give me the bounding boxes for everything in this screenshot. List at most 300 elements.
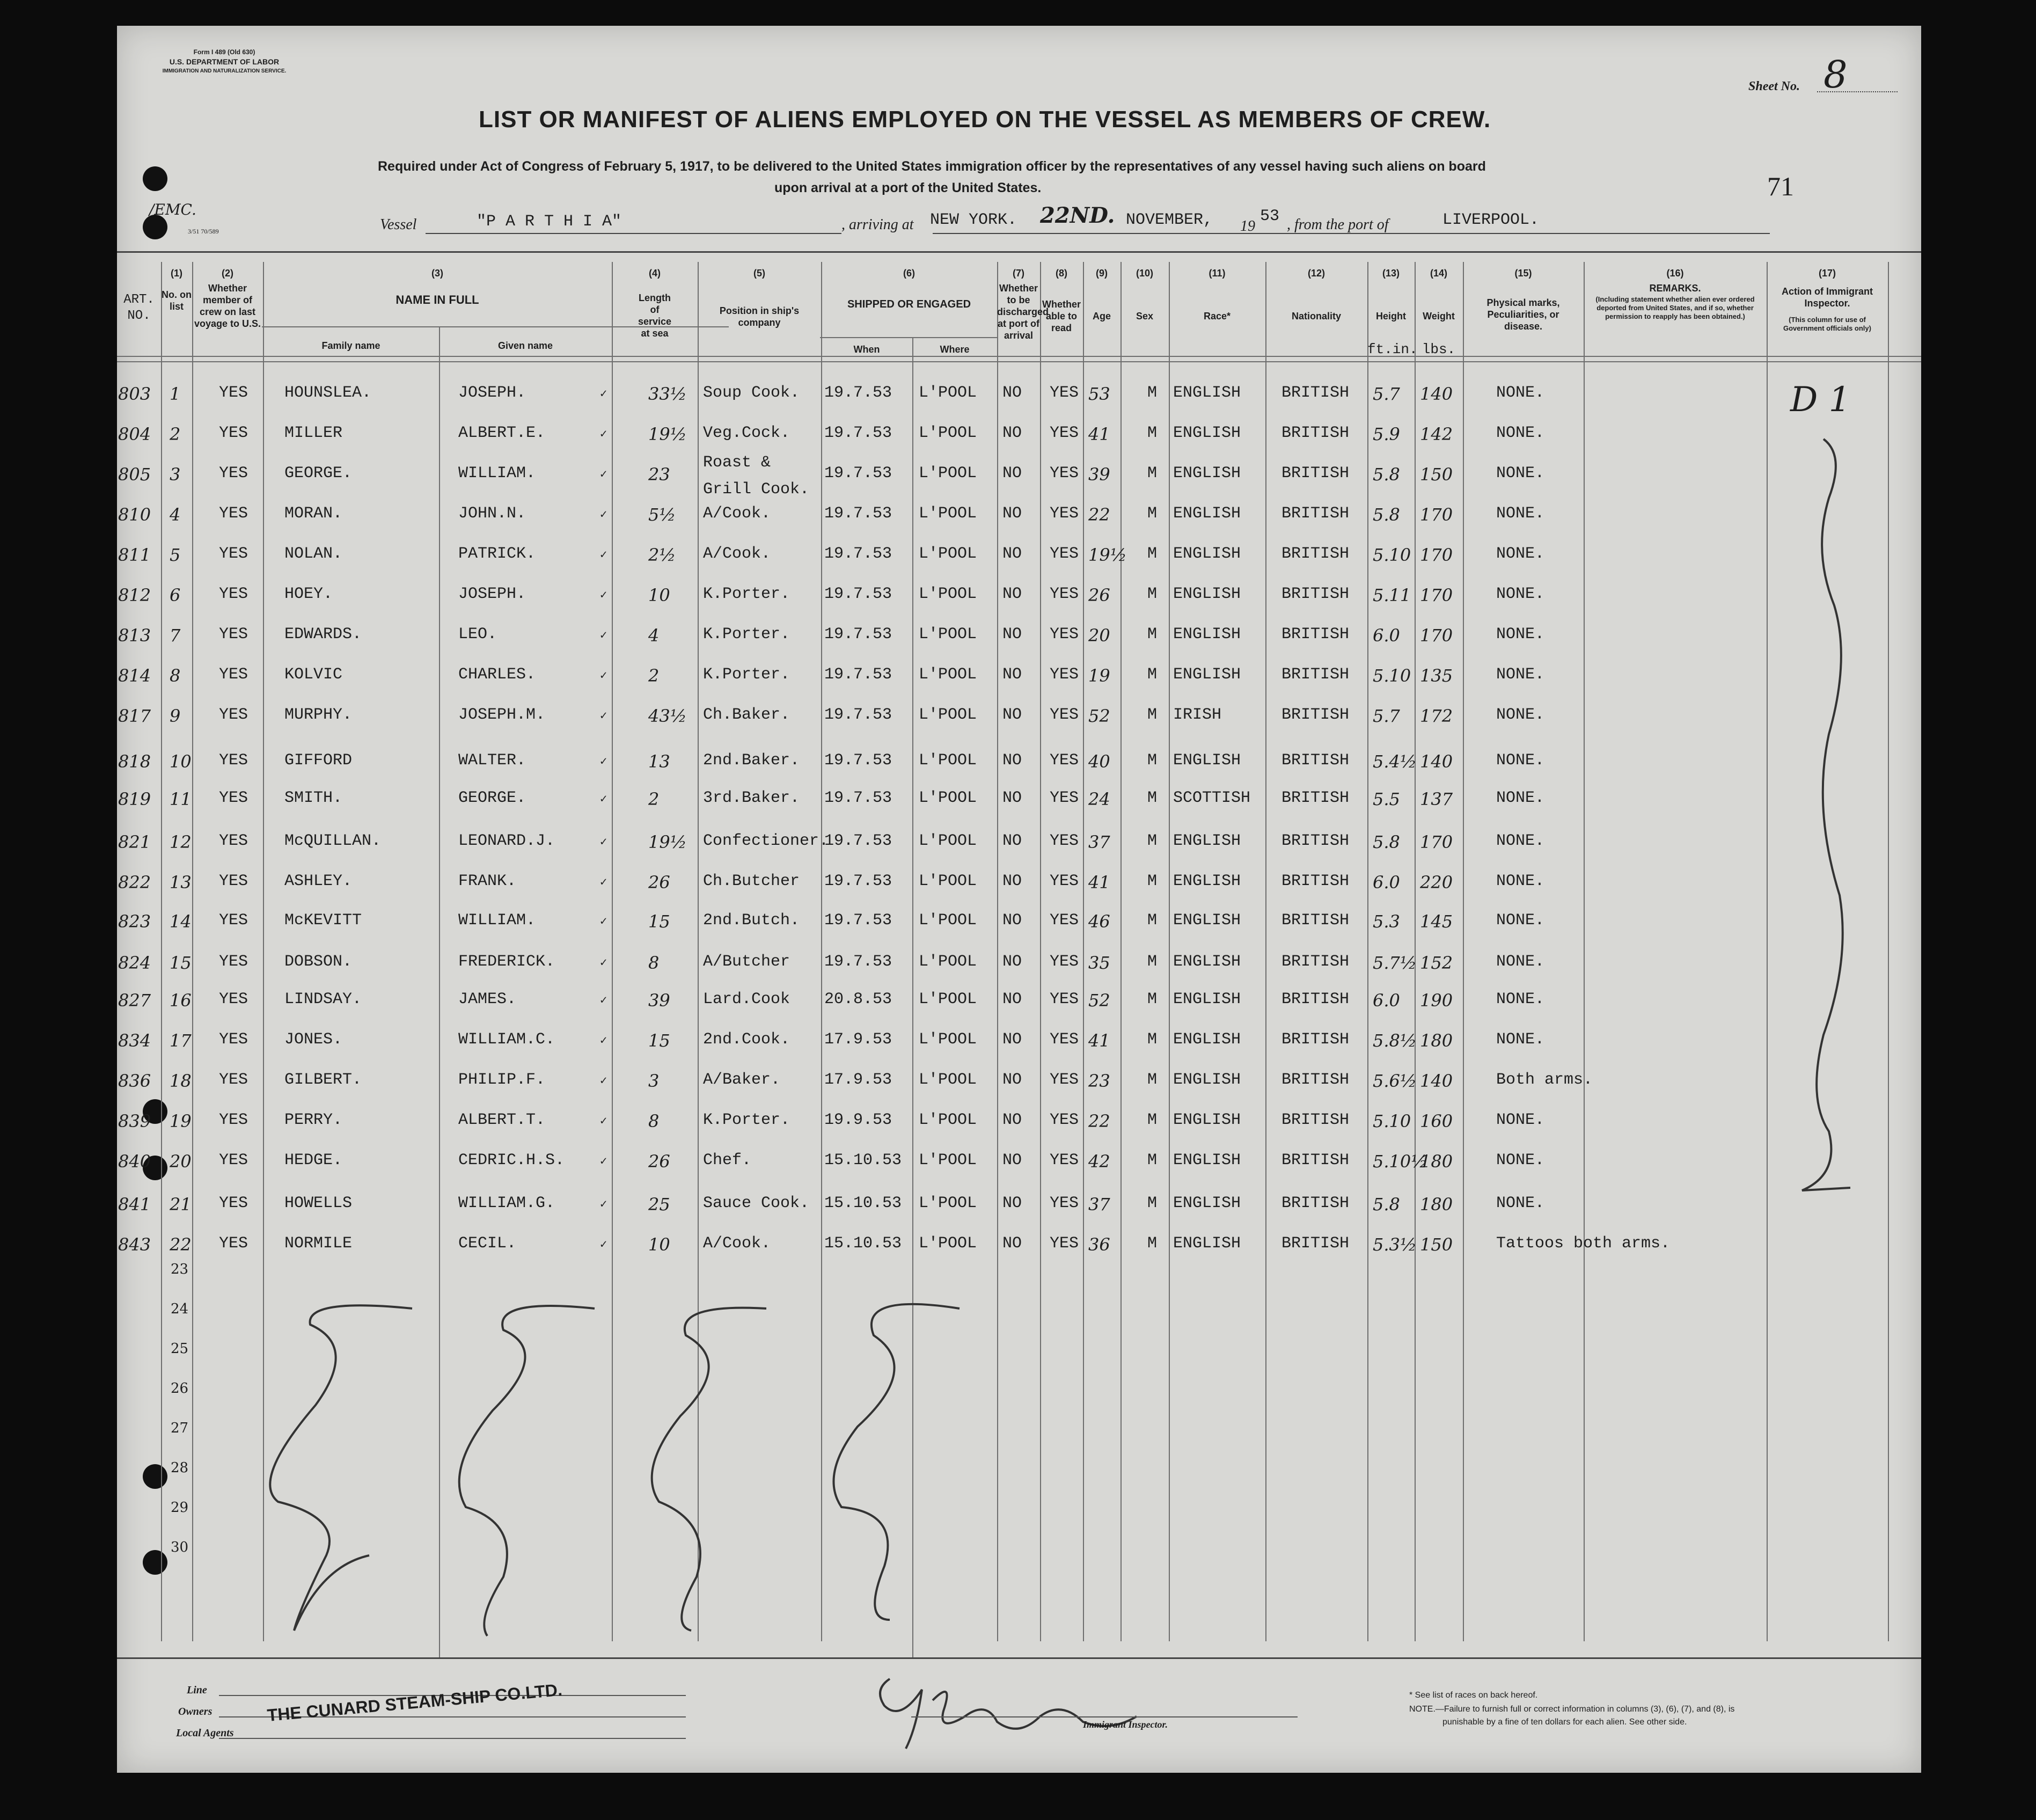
nationality-cell: BRITISH (1281, 1234, 1350, 1253)
position-cell: K.Porter. (703, 625, 790, 644)
col-divider (1584, 262, 1585, 1641)
to-be-discharged-cell: NO (1002, 464, 1022, 483)
shipped-where-cell: L'POOL (919, 1111, 977, 1129)
able-to-read-cell: YES (1050, 1030, 1079, 1049)
given-name-cell: ALBERT.E. (458, 424, 546, 442)
crew-last-voyage-cell: YES (219, 872, 248, 890)
to-be-discharged-cell: NO (1002, 990, 1022, 1008)
shipped-when-cell: 20.8.53 (824, 990, 892, 1008)
family-name-cell: MILLER (284, 424, 343, 442)
length-of-service-cell: 25 (648, 1194, 670, 1215)
height-cell: 5.10 (1373, 666, 1411, 686)
check-mark-icon: ✓ (600, 428, 607, 441)
position-cell: Chef. (703, 1151, 752, 1170)
sex-cell: M (1147, 990, 1158, 1008)
family-name-cell: NOLAN. (284, 545, 343, 563)
agents-underline (219, 1738, 686, 1739)
header-col10-label: Sex (1136, 311, 1154, 321)
check-mark-icon: ✓ (600, 994, 607, 1007)
art-no-cell: 823 (118, 911, 151, 932)
check-mark-icon: ✓ (600, 1238, 607, 1252)
header-col14-label: Weight (1423, 311, 1455, 321)
table-top-rule (117, 251, 1921, 253)
shipped-where-cell: L'POOL (919, 464, 977, 483)
check-mark-icon: ✓ (600, 1198, 607, 1211)
list-no-cell: 16 (170, 990, 192, 1011)
family-name-cell: NORMILE (284, 1234, 353, 1253)
shipped-when-cell: 17.9.53 (824, 1030, 892, 1049)
footnote-penalty: NOTE.—Failure to furnish full or correct information in columns (3), (6), (7), and (8), is (1409, 1705, 1735, 1714)
given-name-cell: JOSEPH.M. (458, 706, 546, 724)
shipped-when-cell: 19.7.53 (824, 789, 892, 807)
weight-cell: 190 (1420, 990, 1453, 1011)
age-cell: 35 (1088, 953, 1110, 973)
age-cell: 39 (1088, 464, 1110, 485)
given-name-cell: GEORGE. (458, 789, 526, 807)
height-cell: 5.4½ (1373, 751, 1417, 772)
sex-cell: M (1147, 832, 1158, 850)
given-name-cell: JOSEPH. (458, 585, 526, 603)
nationality-cell: BRITISH (1281, 1111, 1350, 1129)
physical-marks-cell: NONE. (1496, 953, 1545, 971)
cancel-scribbles (251, 1276, 1083, 1673)
length-of-service-cell: 10 (648, 1234, 670, 1255)
given-name-cell: LEONARD.J. (458, 832, 555, 850)
family-name-cell: GEORGE. (284, 464, 353, 483)
header-where: Where (940, 344, 970, 355)
empty-row-number: 23 (171, 1261, 189, 1277)
height-cell: 6.0 (1373, 625, 1400, 646)
shipped-where-cell: L'POOL (919, 545, 977, 563)
crew-last-voyage-cell: YES (219, 953, 248, 971)
check-mark-icon: ✓ (600, 793, 607, 806)
weight-units: lbs. (1422, 341, 1456, 357)
race-cell: ENGLISH (1173, 424, 1241, 442)
sex-cell: M (1147, 505, 1158, 523)
family-name-cell: PERRY. (284, 1111, 343, 1129)
given-name-cell: WALTER. (458, 751, 526, 770)
length-of-service-cell: 26 (648, 1151, 670, 1172)
physical-marks-cell: NONE. (1496, 666, 1545, 684)
height-cell: 5.7½ (1373, 953, 1417, 973)
physical-marks-cell: NONE. (1496, 464, 1545, 483)
race-cell: ENGLISH (1173, 1030, 1241, 1049)
shipped-where-cell: L'POOL (919, 424, 977, 442)
col-divider (161, 262, 162, 1641)
header-col12-num: (12) (1307, 268, 1325, 279)
length-of-service-cell: 19½ (648, 424, 687, 444)
shipped-where-cell: L'POOL (919, 911, 977, 930)
weight-cell: 170 (1420, 832, 1453, 852)
shipped-where-cell: L'POOL (919, 585, 977, 603)
header-col5-num: (5) (753, 268, 765, 279)
length-of-service-cell: 8 (648, 1111, 660, 1131)
art-no-cell: 821 (118, 832, 151, 852)
given-name-cell: PATRICK. (458, 545, 536, 563)
shipped-when-cell: 15.10.53 (824, 1151, 902, 1170)
crew-last-voyage-cell: YES (219, 1151, 248, 1170)
physical-marks-cell: NONE. (1496, 706, 1545, 724)
check-mark-icon: ✓ (600, 549, 607, 562)
sex-cell: M (1147, 1151, 1158, 1170)
owners-label: Owners (178, 1706, 213, 1717)
nationality-cell: BRITISH (1281, 751, 1350, 770)
header-col5-label: Position in ship's company (719, 305, 800, 328)
height-units: ft.in. (1367, 341, 1418, 357)
header-family-name: Family name (321, 340, 380, 351)
age-cell: 42 (1088, 1151, 1110, 1172)
header-col17-note: (This column for use of Government officials only) (1783, 316, 1871, 332)
able-to-read-cell: YES (1050, 384, 1079, 402)
position-cell: A/Baker. (703, 1071, 781, 1089)
art-no-cell: 840 (118, 1151, 151, 1172)
height-cell: 5.8½ (1373, 1030, 1417, 1051)
nationality-cell: BRITISH (1281, 1030, 1350, 1049)
shipped-where-cell: L'POOL (919, 990, 977, 1008)
age-cell: 20 (1088, 625, 1110, 646)
art-no-cell: 803 (118, 384, 151, 404)
crew-last-voyage-cell: YES (219, 990, 248, 1008)
weight-cell: 220 (1420, 872, 1453, 893)
position-cell: A/Cook. (703, 545, 771, 563)
check-mark-icon: ✓ (600, 710, 607, 723)
header-col8-num: (8) (1056, 268, 1067, 279)
given-name-cell: WILLIAM. (458, 464, 536, 483)
shipped-when-cell: 19.7.53 (824, 706, 892, 724)
shipped-when-cell: 19.9.53 (824, 1111, 892, 1129)
nationality-cell: BRITISH (1281, 1194, 1350, 1212)
able-to-read-cell: YES (1050, 424, 1079, 442)
family-name-cell: DOBSON. (284, 953, 353, 971)
list-no-cell: 12 (170, 832, 192, 852)
age-cell: 37 (1088, 832, 1110, 852)
sex-cell: M (1147, 872, 1158, 890)
sex-cell: M (1147, 1111, 1158, 1129)
position-cell: 2nd.Baker. (703, 751, 800, 770)
to-be-discharged-cell: NO (1002, 424, 1022, 442)
crew-last-voyage-cell: YES (219, 464, 248, 483)
height-cell: 5.8 (1373, 832, 1400, 852)
height-cell: 5.7 (1373, 706, 1400, 726)
physical-marks-cell: NONE. (1496, 384, 1545, 402)
header-col2-label: Whether member of crew on last voyage to U.S. (194, 283, 261, 329)
empty-row-number: 29 (171, 1500, 189, 1516)
art-no-cell: 817 (118, 706, 151, 726)
weight-cell: 170 (1420, 545, 1453, 565)
header-col12-label: Nationality (1291, 311, 1341, 321)
age-cell: 22 (1088, 505, 1110, 525)
col-divider (1265, 262, 1266, 1641)
sex-cell: M (1147, 464, 1158, 483)
physical-marks-cell: NONE. (1496, 1111, 1545, 1129)
weight-cell: 180 (1420, 1151, 1453, 1172)
physical-marks-cell: NONE. (1496, 424, 1545, 442)
position-cell: Confectioner. (703, 832, 829, 850)
page-title: LIST OR MANIFEST OF ALIENS EMPLOYED ON THE VESSEL AS MEMBERS OF CREW. (479, 106, 1491, 133)
length-of-service-cell: 5½ (648, 505, 676, 525)
to-be-discharged-cell: NO (1002, 585, 1022, 603)
to-be-discharged-cell: NO (1002, 706, 1022, 724)
col-divider (1083, 262, 1084, 1641)
crew-last-voyage-cell: YES (219, 832, 248, 850)
given-name-cell: FRANK. (458, 872, 517, 890)
shipped-where-cell: L'POOL (919, 666, 977, 684)
nationality-cell: BRITISH (1281, 464, 1350, 483)
physical-marks-cell: NONE. (1496, 789, 1545, 807)
shipped-where-cell: L'POOL (919, 751, 977, 770)
weight-cell: 172 (1420, 706, 1453, 726)
header-col1-num: (1) (171, 268, 182, 279)
race-cell: ENGLISH (1173, 911, 1241, 930)
list-no-cell: 4 (170, 505, 181, 525)
shipped-where-cell: L'POOL (919, 505, 977, 523)
race-cell: ENGLISH (1173, 953, 1241, 971)
able-to-read-cell: YES (1050, 666, 1079, 684)
sex-cell: M (1147, 751, 1158, 770)
position-cell: 2nd.Butch. (703, 911, 800, 930)
arriving-label: , arriving at (841, 216, 914, 233)
list-no-cell: 8 (170, 666, 181, 686)
age-cell: 36 (1088, 1234, 1110, 1255)
shipped-when-cell: 17.9.53 (824, 1071, 892, 1089)
age-cell: 41 (1088, 424, 1110, 444)
art-no-cell: 810 (118, 505, 151, 525)
position-cell: 2nd.Cook. (703, 1030, 790, 1049)
crew-last-voyage-cell: YES (219, 1030, 248, 1049)
list-no-cell: 18 (170, 1071, 192, 1091)
given-name-cell: JAMES. (458, 990, 517, 1008)
height-cell: 5.8 (1373, 1194, 1400, 1215)
empty-row-number: 25 (171, 1341, 189, 1357)
art-no-cell: 836 (118, 1071, 151, 1091)
position-cell: Soup Cook. (703, 384, 800, 402)
nationality-cell: BRITISH (1281, 384, 1350, 402)
shipped-where-cell: L'POOL (919, 832, 977, 850)
family-name-cell: LINDSAY. (284, 990, 362, 1008)
nationality-cell: BRITISH (1281, 911, 1350, 930)
age-cell: 19½ (1088, 545, 1127, 565)
check-mark-icon: ✓ (600, 629, 607, 642)
header-col3-num: (3) (431, 268, 443, 279)
age-cell: 53 (1088, 384, 1110, 404)
able-to-read-cell: YES (1050, 585, 1079, 603)
sheet-label: Sheet No. (1748, 79, 1800, 93)
able-to-read-cell: YES (1050, 1194, 1079, 1212)
crew-last-voyage-cell: YES (219, 625, 248, 644)
header-col9-num: (9) (1096, 268, 1108, 279)
crew-last-voyage-cell: YES (219, 789, 248, 807)
sex-cell: M (1147, 911, 1158, 930)
length-of-service-cell: 23 (648, 464, 670, 485)
race-cell: ENGLISH (1173, 625, 1241, 644)
list-no-cell: 15 (170, 953, 192, 973)
position-cell: Sauce Cook. (703, 1194, 810, 1212)
family-name-cell: JONES. (284, 1030, 343, 1049)
shipped-when-cell: 15.10.53 (824, 1234, 902, 1253)
emc-mark: /EMC. (149, 201, 196, 218)
able-to-read-cell: YES (1050, 625, 1079, 644)
punch-hole (143, 166, 167, 191)
crew-last-voyage-cell: YES (219, 1111, 248, 1129)
art-no-cell: 824 (118, 953, 151, 973)
empty-row-number: 24 (171, 1301, 189, 1317)
nationality-cell: BRITISH (1281, 1071, 1350, 1089)
header-col7-label: Whether to be discharged at port of arrival (997, 283, 1049, 341)
inspector-mark: D 1 (1790, 380, 1851, 420)
sex-cell: M (1147, 1194, 1158, 1212)
list-no-cell: 5 (170, 545, 181, 565)
crew-last-voyage-cell: YES (219, 1194, 248, 1212)
able-to-read-cell: YES (1050, 545, 1079, 563)
header-given-name: Given name (497, 340, 553, 351)
able-to-read-cell: YES (1050, 872, 1079, 890)
race-cell: ENGLISH (1173, 1151, 1241, 1170)
sex-cell: M (1147, 789, 1158, 807)
family-name-cell: KOLVIC (284, 666, 343, 684)
list-no-cell: 10 (170, 751, 192, 772)
able-to-read-cell: YES (1050, 505, 1079, 523)
nationality-cell: BRITISH (1281, 1151, 1350, 1170)
able-to-read-cell: YES (1050, 1234, 1079, 1253)
position-cell: A/Butcher (703, 953, 790, 971)
position-cell: A/Cook. (703, 505, 771, 523)
header-col11-label: Race* (1203, 311, 1231, 321)
check-mark-icon: ✓ (600, 1115, 607, 1128)
to-be-discharged-cell: NO (1002, 1194, 1022, 1212)
agents-stamp: THE CUNARD STEAM-SHIP CO.LTD. (266, 1679, 563, 1725)
race-cell: IRISH (1173, 706, 1222, 724)
art-no-cell: 818 (118, 751, 151, 772)
empty-row-number: 26 (171, 1380, 189, 1397)
weight-cell: 140 (1420, 384, 1453, 404)
race-cell: ENGLISH (1173, 751, 1241, 770)
race-cell: ENGLISH (1173, 1111, 1241, 1129)
line-label: Line (187, 1684, 207, 1696)
sex-cell: M (1147, 625, 1158, 644)
weight-cell: 180 (1420, 1030, 1453, 1051)
position-cell: 3rd.Baker. (703, 789, 800, 807)
shipped-when-cell: 19.7.53 (824, 751, 892, 770)
physical-marks-cell: NONE. (1496, 625, 1545, 644)
physical-marks-cell: NONE. (1496, 832, 1545, 850)
weight-cell: 170 (1420, 625, 1453, 646)
given-name-cell: LEO. (458, 625, 497, 644)
list-no-cell: 3 (170, 464, 181, 485)
position-cell: K.Porter. (703, 1111, 790, 1129)
header-col1-label: No. on list (162, 289, 192, 312)
age-cell: 46 (1088, 911, 1110, 932)
age-cell: 19 (1088, 666, 1110, 686)
sex-cell: M (1147, 424, 1158, 442)
race-cell: SCOTTISH (1173, 789, 1251, 807)
race-cell: ENGLISH (1173, 1194, 1241, 1212)
from-port: LIVERPOOL. (1442, 211, 1540, 229)
check-mark-icon: ✓ (600, 956, 607, 970)
age-cell: 26 (1088, 585, 1110, 605)
art-no-cell: 812 (118, 585, 151, 605)
list-no-cell: 22 (170, 1234, 192, 1255)
to-be-discharged-cell: NO (1002, 1071, 1022, 1089)
height-cell: 5.3 (1373, 911, 1400, 932)
shipped-when-cell: 19.7.53 (824, 872, 892, 890)
footnote-penalty-2: punishable by a fine of ten dollars for each alien. See other side. (1442, 1717, 1687, 1727)
shipped-where-cell: L'POOL (919, 1030, 977, 1049)
age-cell: 41 (1088, 1030, 1110, 1051)
to-be-discharged-cell: NO (1002, 953, 1022, 971)
length-of-service-cell: 19½ (648, 832, 687, 852)
vessel-name: "P A R T H I A" (477, 213, 622, 231)
able-to-read-cell: YES (1050, 789, 1079, 807)
crew-last-voyage-cell: YES (219, 384, 248, 402)
length-of-service-cell: 39 (648, 990, 670, 1011)
shipped-when-cell: 19.7.53 (824, 384, 892, 402)
physical-marks-cell: NONE. (1496, 545, 1545, 563)
shipped-when-cell: 19.7.53 (824, 911, 892, 930)
position-cell: K.Porter. (703, 585, 790, 603)
able-to-read-cell: YES (1050, 751, 1079, 770)
nationality-cell: BRITISH (1281, 832, 1350, 850)
to-be-discharged-cell: NO (1002, 872, 1022, 890)
family-name-cell: EDWARDS. (284, 625, 362, 644)
shipped-subheader-rule (820, 337, 997, 338)
weight-cell: 137 (1420, 789, 1453, 809)
nationality-cell: BRITISH (1281, 545, 1350, 563)
able-to-read-cell: YES (1050, 464, 1079, 483)
length-of-service-cell: 33½ (648, 384, 687, 404)
header-col10-num: (10) (1136, 268, 1153, 279)
inspector-bracket (1786, 434, 1861, 1314)
from-label: , from the port of (1287, 216, 1389, 233)
shipped-when-cell: 19.7.53 (824, 464, 892, 483)
sex-cell: M (1147, 545, 1158, 563)
height-cell: 5.10½ (1373, 1151, 1428, 1172)
race-cell: ENGLISH (1173, 872, 1241, 890)
empty-row-number: 30 (171, 1539, 189, 1555)
shipped-when-cell: 15.10.53 (824, 1194, 902, 1212)
header-col13-num: (13) (1382, 268, 1400, 279)
sex-cell: M (1147, 1030, 1158, 1049)
height-cell: 5.8 (1373, 464, 1400, 485)
crew-last-voyage-cell: YES (219, 424, 248, 442)
header-col7-num: (7) (1013, 268, 1024, 279)
length-of-service-cell: 2 (648, 666, 660, 686)
shipped-where-cell: L'POOL (919, 1071, 977, 1089)
crew-last-voyage-cell: YES (219, 545, 248, 563)
col-divider (1169, 262, 1170, 1641)
empty-row-number: 27 (171, 1420, 189, 1436)
weight-cell: 170 (1420, 585, 1453, 605)
check-mark-icon: ✓ (600, 468, 607, 481)
check-mark-icon: ✓ (600, 1034, 607, 1048)
sex-cell: M (1147, 706, 1158, 724)
length-of-service-cell: 2½ (648, 545, 676, 565)
form-number: Form I 489 (Old 630) (193, 48, 255, 56)
sex-cell: M (1147, 1234, 1158, 1253)
nationality-cell: BRITISH (1281, 990, 1350, 1008)
race-cell: ENGLISH (1173, 1071, 1241, 1089)
family-name-cell: MORAN. (284, 505, 343, 523)
to-be-discharged-cell: NO (1002, 1151, 1022, 1170)
header-col8-label: Whether able to read (1042, 299, 1081, 333)
height-cell: 6.0 (1373, 990, 1400, 1011)
year-prefix: 19 (1240, 218, 1255, 235)
height-cell: 5.3½ (1373, 1234, 1417, 1255)
to-be-discharged-cell: NO (1002, 666, 1022, 684)
sheet-number: 8 (1823, 53, 1848, 97)
position-cell: Ch.Butcher (703, 872, 800, 890)
list-no-cell: 9 (170, 706, 181, 726)
art-no-cell: 804 (118, 424, 151, 444)
